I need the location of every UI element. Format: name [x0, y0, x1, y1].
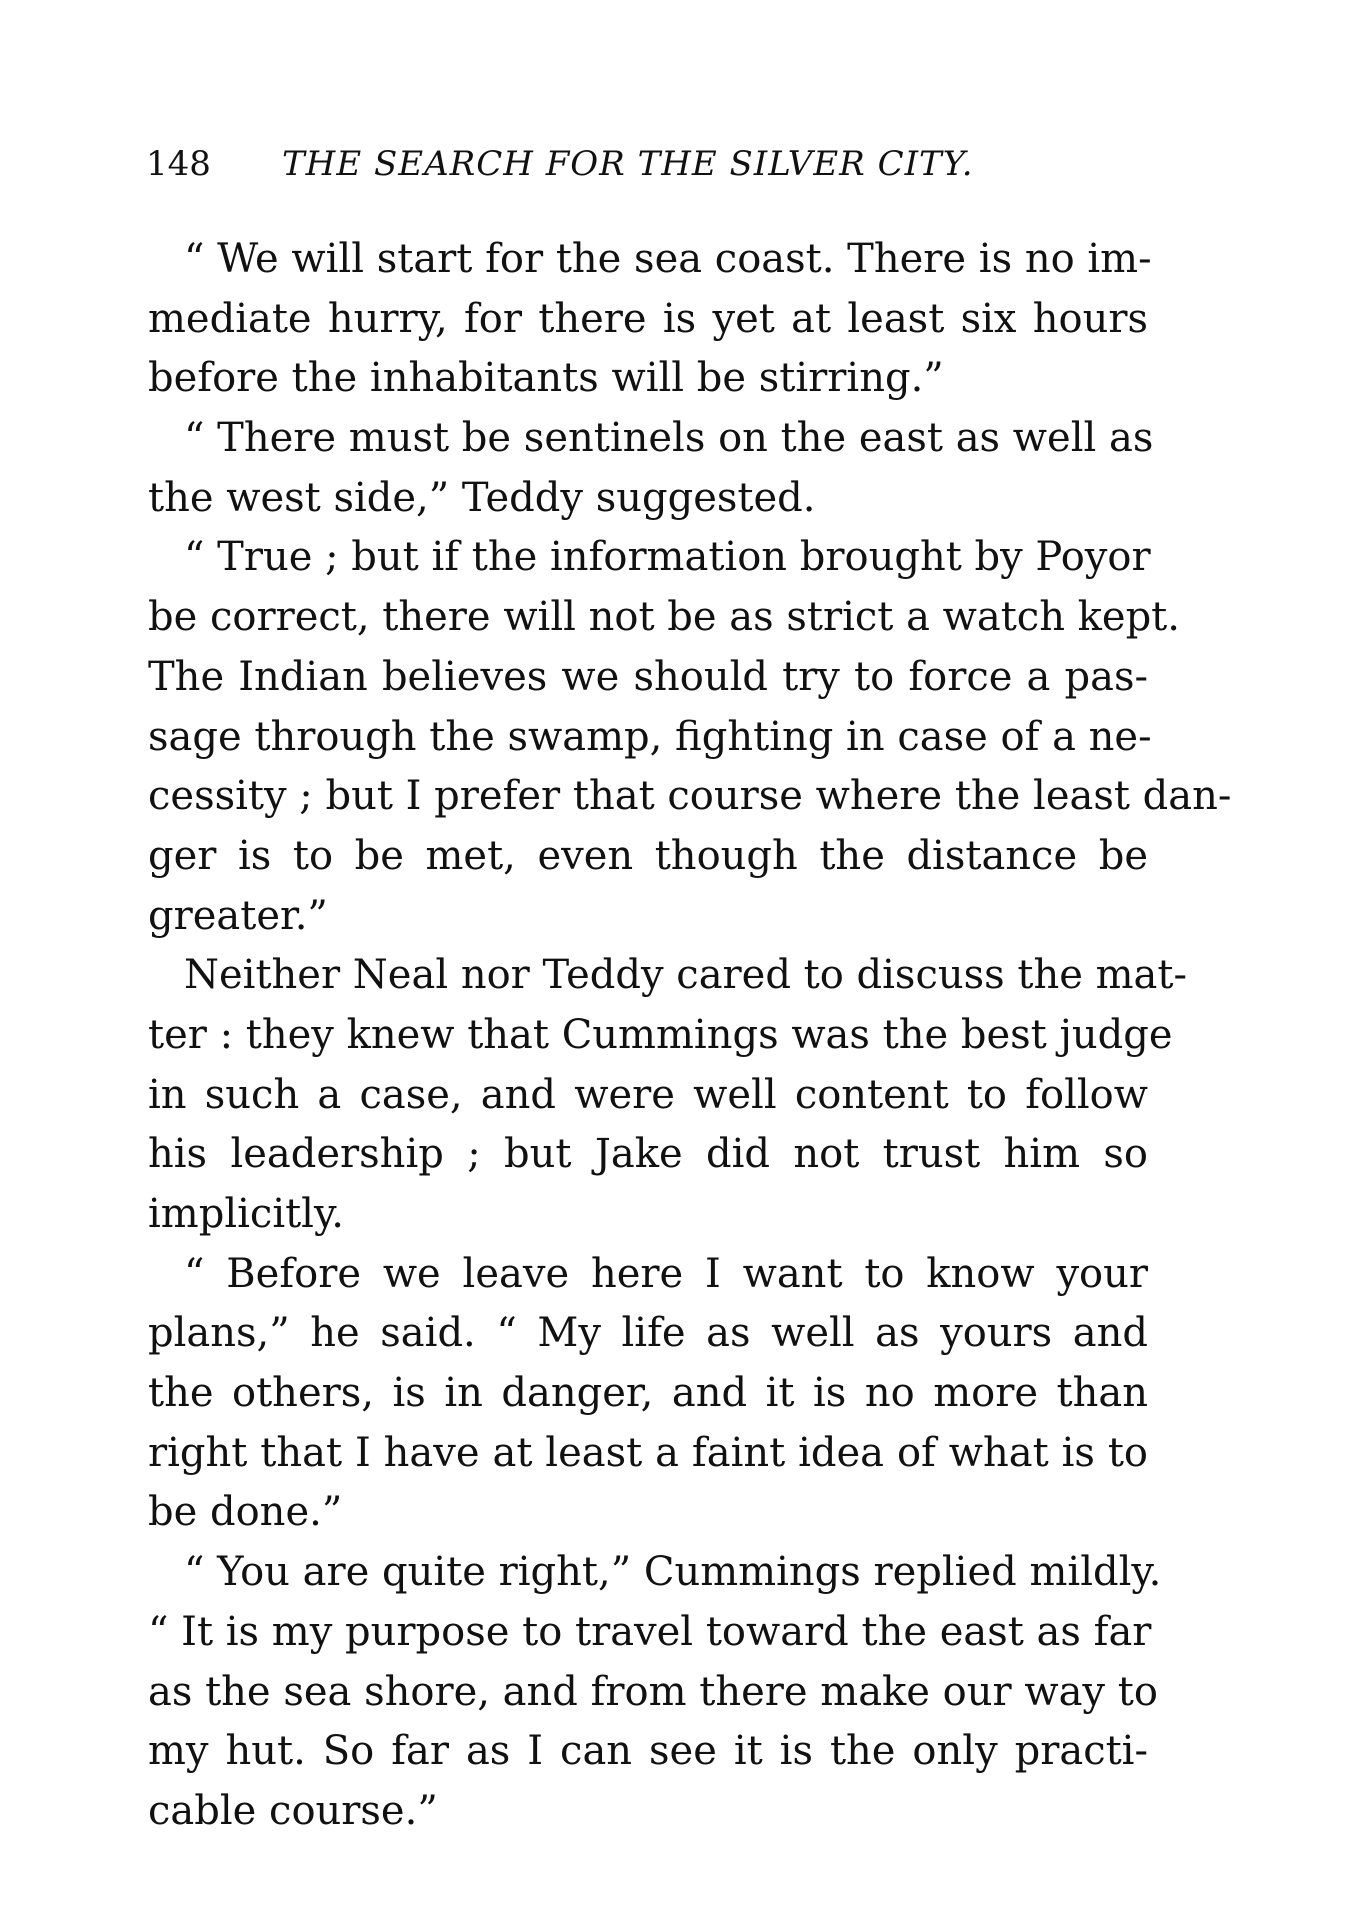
text-line: “ You are quite right,” Cummings replied mildly. — [184, 1549, 1162, 1596]
text-line: “ It is my purpose to travel toward the east as far — [148, 1608, 1152, 1655]
text-line: the west side,” Teddy suggested. — [148, 474, 816, 521]
text-line: “ There must be sentinels on the east as well as — [184, 415, 1154, 462]
text-line: “ True ; but if the information brought by Poyor — [184, 534, 1151, 581]
text-line: cessity ; but I prefer that course where the least dan- — [148, 773, 1232, 820]
text-line: Neither Neal nor Teddy cared to discuss the mat- — [184, 952, 1187, 999]
text-line: “ Before we leave here I want to know your — [184, 1250, 1148, 1297]
text-line: sage through the swamp, fighting in case of a ne- — [148, 713, 1152, 760]
text-line: right that I have at least a faint idea of what is to — [148, 1429, 1148, 1476]
page-number: 148 — [146, 144, 211, 184]
text-line: in such a case, and were well content to follow — [148, 1071, 1148, 1118]
text-line: ter : they knew that Cummings was the best judge — [148, 1011, 1173, 1058]
text-line: implicitly. — [148, 1191, 344, 1237]
running-head — [146, 142, 1146, 186]
text-line: be done.” — [148, 1489, 343, 1536]
text-body — [148, 230, 1232, 1842]
text-line: ger is to be met, even though the distance be — [148, 832, 1148, 879]
text-line: as the sea shore, and from there make our way to — [148, 1668, 1158, 1715]
text-line: be correct, there will not be as strict a watch kept. — [148, 594, 1180, 641]
text-line: cable course.” — [148, 1787, 438, 1834]
book-title: THE SEARCH FOR THE SILVER CITY. — [282, 144, 974, 184]
text-line: mediate hurry, for there is yet at least six hours — [148, 295, 1148, 342]
text-line: greater.” — [148, 892, 328, 939]
text-line: The Indian believes we should try to force a pas- — [148, 653, 1148, 700]
text-line: his leadership ; but Jake did not trust him so — [148, 1131, 1148, 1178]
text-line: “ We will start for the sea coast. There is no im- — [184, 236, 1152, 282]
text-line: my hut. So far as I can see it is the only practi- — [148, 1728, 1148, 1775]
text-line: the others, is in danger, and it is no more than — [148, 1370, 1148, 1417]
text-line: plans,” he said. “ My life as well as yours and — [148, 1310, 1148, 1357]
text-line: before the inhabitants will be stirring.” — [148, 355, 944, 402]
